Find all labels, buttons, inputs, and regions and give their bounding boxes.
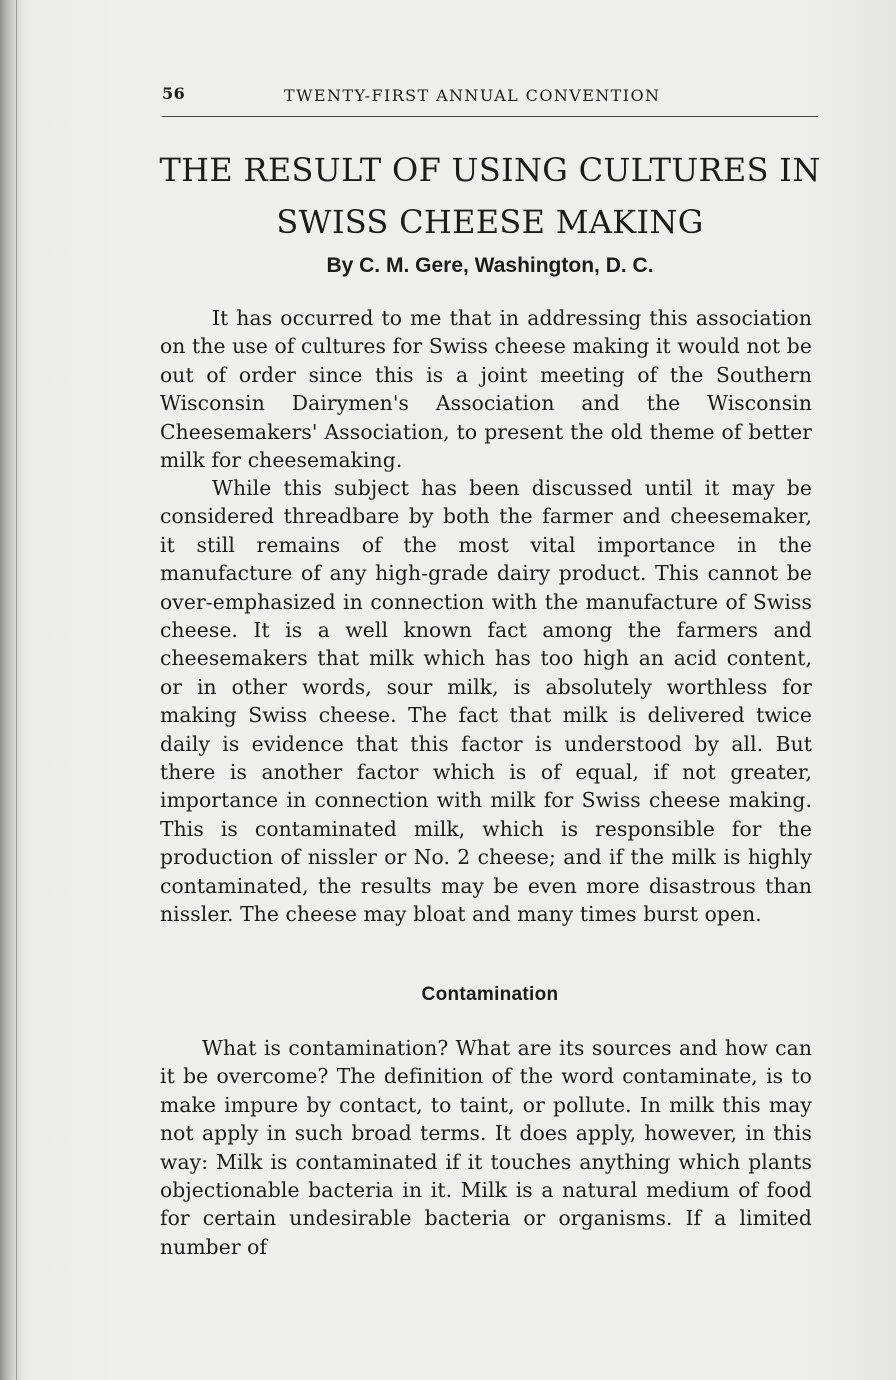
section-heading: Contamination <box>421 984 559 1005</box>
header-rule <box>162 116 818 117</box>
article-title-line-1: THE RESULT OF USING CULTURES IN <box>159 151 821 189</box>
running-head: TWENTY-FIRST ANNUAL CONVENTION <box>284 86 661 105</box>
book-spine-shadow <box>0 0 22 1380</box>
paragraph-2: While this subject has been discussed until it may be considered threadbare by both the farmer and cheesemaker, it still remains of the most vital importance in the manufacture of any high-grade dairy product. This cannot be over-emphasized in connection with the manufacture of Swiss cheese. It is a well known fact among the farmers and cheesemakers that milk which has too high an acid content, or in other words, sour milk, is absolutely worthless for making Swiss cheese. The fact that milk is delivered twice daily is evidence that this factor is understood by all. But there is another factor which is of equal, if not greater, importance in connection with milk for Swiss cheese making. This is contaminated milk, which is responsible for the production of nissler or No. 2 cheese; and if the milk is highly contaminated, the results may be even more disastrous than nissler. The cheese may bloat and many times burst open. <box>160 476 812 927</box>
paragraph-3: What is contamination? What are its sources and how can it be overcome? The definition of the word contaminate, is to make impure by contact, to taint, or pollute. In milk this may not apply in such broad terms. It does apply, however, in this way: Milk is contaminated if it touches anything which plants objectionable bacteria in it. Milk is a natural medium of food for certain undesirable bacteria or organisms. If a limited number of <box>160 1036 812 1259</box>
author-byline: By C. M. Gere, Washington, D. C. <box>326 254 654 277</box>
page-header <box>162 84 818 110</box>
paragraph-1: It has occurred to me that in addressing this association on the use of cultures for Swiss cheese making it would not be out of order since this is a joint meeting of the Southern Wisconsin Dairymen's Association and the Wisconsin Cheesemakers' Association, to present the old theme of better milk for cheesemaking. <box>160 306 812 473</box>
binding-edge <box>16 0 17 1380</box>
article-title-line-2: SWISS CHEESE MAKING <box>276 203 704 241</box>
page-number: 56 <box>162 84 186 103</box>
